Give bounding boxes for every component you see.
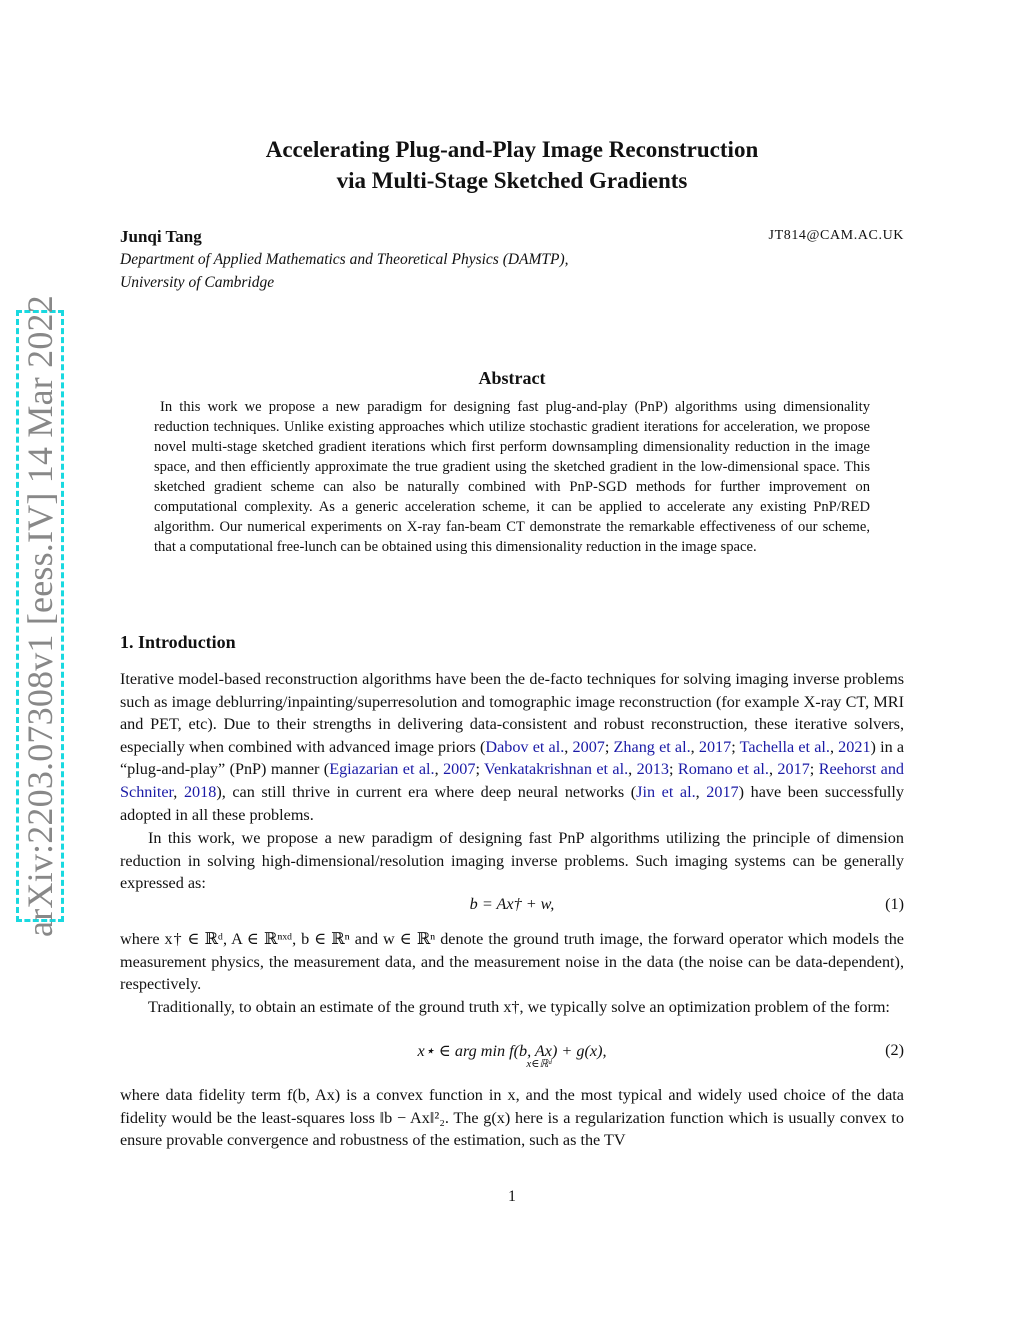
equation-2-number: (2) [885, 1041, 904, 1059]
citation-jin[interactable]: Jin et al. [636, 782, 696, 801]
affiliation-line-1: Department of Applied Mathematics and Theoretical Physics (DAMTP), [120, 251, 569, 268]
author-block [120, 226, 904, 294]
citation-tachella[interactable]: Tachella et al. [739, 737, 830, 756]
abstract-text: In this work we propose a new paradigm for designing fast plug-and-play (PnP) algorithms using dimensionality reduction techniques. Unlike existing approaches which utilize stochastic gradient iterations for acceleration, we propose novel multi-stage sketched gradient iterations which first perform downsampling dimensionality reduction in the image space, and then efficiently approximate the true gradient using the sketched gradient in the low-dimensional space. This sketched gradient scheme can also be naturally combined with PnP-SGD methods for further improvement on computational complexity. As a generic acceleration scheme, it can be applied to accelerate any existing PnP/RED algorithm. Our numerical experiments on X-ray fan-beam CT demonstrate the remarkable effectiveness of our scheme, that a computational free-lunch can be obtained using this dimensionality reduction in the image space. [154, 399, 870, 555]
paper-title [120, 134, 904, 196]
citation-jin-year[interactable]: 2017 [706, 782, 739, 801]
equation-2-expression: x⋆ ∈ arg min f(b, Ax) + g(x), [417, 1042, 607, 1060]
equation-2 [120, 1041, 904, 1070]
title-line-1: Accelerating Plug-and-Play Image Reconstruction [265, 137, 759, 162]
citation-egiazarian[interactable]: Egiazarian et al. [329, 760, 435, 779]
citation-tachella-year[interactable]: 2021 [838, 737, 871, 756]
p1-text-c: ), can still thrive in current era where deep neural networks ( [216, 782, 637, 801]
citation-venkatakrishnan[interactable]: Venkatakrishnan et al. [484, 760, 629, 779]
arxiv-identifier[interactable]: arXiv:2203.07308v1 [eess.IV] 14 Mar 2022 [20, 295, 61, 937]
intro-paragraph-1: Iterative model-based reconstruction algorithms have been the de-facto techniques for solving imaging inverse problems such as image deblurring/inpainting/superresolution and tomographic image reconstruction (for example X-ray CT, MRI and PET, etc). Due to their strengths in delivering data-consistent and robust reconstruction, these iterative solvers, especially when combined with advanced image priors (Dabov et al., 2007; Zhang et al., 2017; Tachella et al., 2021) in a “plug-and-play” (PnP) manner (Egiazarian et al., 2007; Venkatakrishnan et al., 2013; Romano et al., 2017; Reehorst and Schniter, 2018), can still thrive in current era where deep neural networks (Jin et al., 2017) have been successfully adopted in all these problems. [120, 670, 905, 824]
citation-romano-year[interactable]: 2017 [777, 760, 810, 779]
equation-2-subscript: x∈ℝᵈ [526, 1058, 552, 1070]
citation-dabov-year[interactable]: 2007 [572, 737, 605, 756]
equation-1-number: (1) [885, 895, 904, 913]
intro-paragraph-5: where data fidelity term f(b, Ax) is a convex function in x, and the most typical and widely used choice of the data fidelity would be the least-squares loss ‖b − Ax‖²₂. The g(x) here is a regularization function which is usually convex to ensure provable convergence and robustness of the estimation, such as the TV [120, 1086, 904, 1150]
affiliation-line-2: University of Cambridge [120, 274, 275, 291]
arxiv-side-stamp[interactable] [16, 295, 64, 937]
citation-zhang-year[interactable]: 2017 [698, 737, 732, 756]
citation-romano[interactable]: Romano et al. [677, 760, 769, 779]
citation-zhang[interactable]: Zhang et al. [613, 737, 691, 756]
p1-text-b: ) in a “plug-and-play” (PnP) manner ( [120, 737, 905, 779]
citation-reehorst[interactable]: Reehorst and Schniter [120, 760, 905, 801]
citation-dabov[interactable]: Dabov et al. [485, 737, 565, 756]
section-heading-introduction: 1. Introduction [120, 632, 236, 652]
abstract-heading: Abstract [478, 368, 546, 388]
intro-paragraph-2: In this work, we propose a new paradigm of designing fast PnP algorithms utilizing the principle of dimension reduction in solving high-dimensional/resolution imaging inverse problems. Such imaging systems can be generally expressed as: [120, 829, 904, 893]
citation-venkatakrishnan-year[interactable]: 2013 [636, 760, 669, 779]
author-email[interactable]: JT814@CAM.AC.UK [768, 228, 904, 243]
p1-text-a: Iterative model-based reconstruction algorithms have been the de-facto techniques for solving imaging inverse problems such as image deblurring/inpainting/superresolution and tomographic image reconstruction (for example X-ray CT, MRI and PET, etc). Due to their strengths in delivering data-consistent and robust reconstruction, these iterative solvers, especially when combined with advanced image priors ( [120, 670, 904, 756]
citation-reehorst-year[interactable]: 2018 [183, 782, 217, 801]
title-line-2: via Multi-Stage Sketched Gradients [336, 168, 688, 193]
citation-egiazarian-year[interactable]: 2007 [443, 760, 476, 779]
p1-text-d: ) have been successfully adopted in all these problems. [120, 782, 905, 824]
intro-paragraph-3: where x† ∈ ℝᵈ, A ∈ ℝⁿˣᵈ, b ∈ ℝⁿ and w ∈ ℝⁿ denote the ground truth image, the forward operator which models the measurement physics, the measurement data, and the measurement noise in the data (the noise can be data-dependent), respectively. [120, 930, 904, 994]
author-name: Junqi Tang [120, 227, 202, 246]
intro-paragraph-4: Traditionally, to obtain an estimate of the ground truth x†, we typically solve an optimization problem of the form: [148, 998, 890, 1016]
equation-1 [120, 895, 904, 919]
equation-1-body: b = Ax† + w, [469, 895, 555, 913]
equation-2-body [120, 1041, 904, 1070]
page-number: 1 [508, 1188, 516, 1205]
